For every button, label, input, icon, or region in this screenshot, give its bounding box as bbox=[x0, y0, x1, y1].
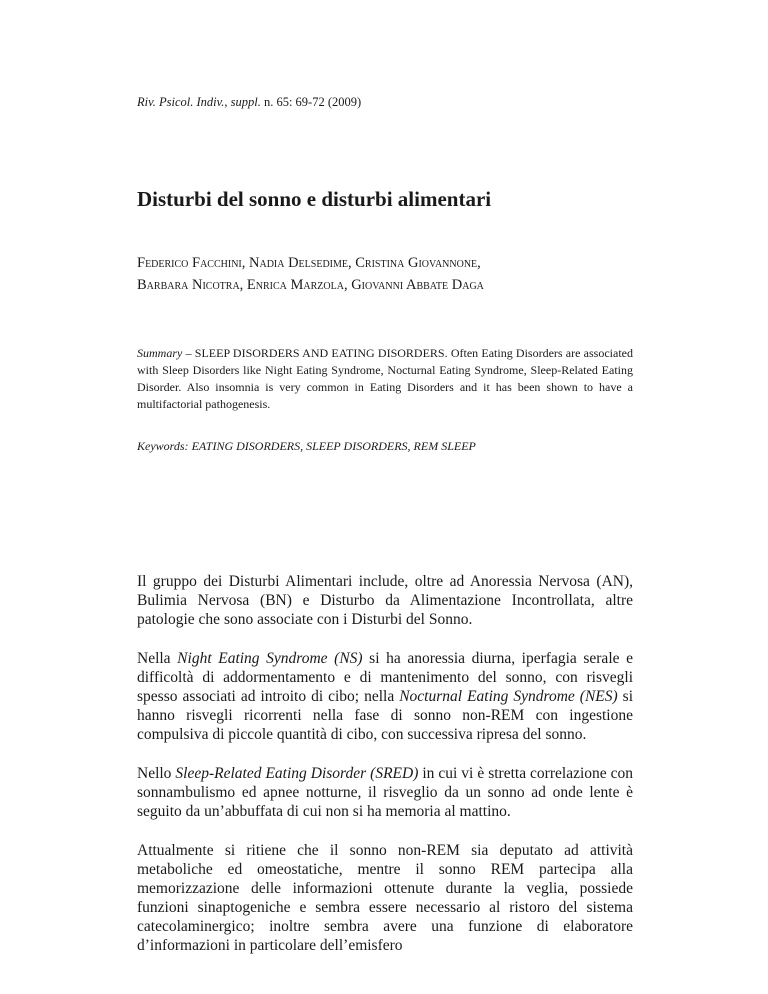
author-line: Federico Facchini, Nadia Delsedime, Cristina Giovannone, bbox=[137, 255, 481, 271]
paragraph bbox=[137, 649, 633, 744]
summary bbox=[137, 345, 633, 413]
text-run: si hanno risvegli ricorrenti nella fase di sonno non-REM con ingestione compulsiva di piccole quantità di cibo, con successiva ripresa del sonno. bbox=[137, 688, 633, 743]
term: Sleep-Related Eating Disorder (SRED) bbox=[175, 765, 419, 782]
body-text bbox=[137, 572, 633, 975]
journal-citation bbox=[137, 95, 361, 110]
text-run: Nella bbox=[137, 650, 178, 667]
author-line: Barbara Nicotra, Enrica Marzola, Giovanni Abbate Daga bbox=[137, 277, 484, 293]
paragraph: Attualmente si ritiene che il sonno non-REM sia deputato ad attività metaboliche ed omeostatiche, mentre il sonno REM partecipa alla memorizzazione delle informazioni ottenute durante la veglia, possiede funzioni sinaptogeniche e sembra essere necessario al ristoro del sistema catecolaminergico; inoltre sembra avere una funzione di elaboratore d’informazioni in particolare dell’emisfero bbox=[137, 842, 633, 954]
article-title: Disturbi del sonno e disturbi alimentari bbox=[137, 187, 492, 211]
term: Nocturnal Eating Syndrome (NES) bbox=[399, 688, 618, 705]
journal-issue: n. 65: 69-72 (2009) bbox=[263, 95, 362, 109]
summary-text: – SLEEP DISORDERS AND EATING DISORDERS. Often Eating Disorders are associated with Sleep Disorders like Night Eating Syndrome, Nocturnal Eating Syndrome, Sleep-Related Eating Disorder. Also insomnia is very common in Eating Disorders and it has been shown to have a multifactorial pathogenesis. bbox=[137, 346, 633, 411]
keywords-text: EATING DISORDERS, SLEEP DISORDERS, REM SLEEP bbox=[191, 439, 476, 453]
keywords bbox=[137, 439, 476, 454]
summary-label: Summary bbox=[137, 346, 183, 360]
paragraph bbox=[137, 764, 633, 821]
term: Night Eating Syndrome (NS) bbox=[177, 650, 363, 667]
text-run: Nello bbox=[137, 765, 176, 782]
paragraph: Il gruppo dei Disturbi Alimentari include, oltre ad Anoressia Nervosa (AN), Bulimia Nervosa (BN) e Disturbo da Alimentazione Incontrollata, altre patologie che sono associate con i Disturbi del Sonno. bbox=[137, 573, 633, 628]
author-list bbox=[137, 252, 484, 296]
journal-name: Riv. Psicol. Indiv., suppl. bbox=[137, 95, 261, 109]
keywords-label: Keywords: bbox=[137, 439, 189, 453]
text-run: in cui vi è stretta correlazione con sonnambulismo ed apnee notturne, il risveglio da un sonno ad onde lente è seguito da un’abbuffata di cui non si ha memoria al mattino. bbox=[137, 765, 634, 820]
text-run: si ha anoressia diurna, iperfagia serale e difficoltà di addormentamento e di mantenimento del sonno, con risvegli spesso associati ad introito di cibo; nella bbox=[137, 650, 633, 705]
